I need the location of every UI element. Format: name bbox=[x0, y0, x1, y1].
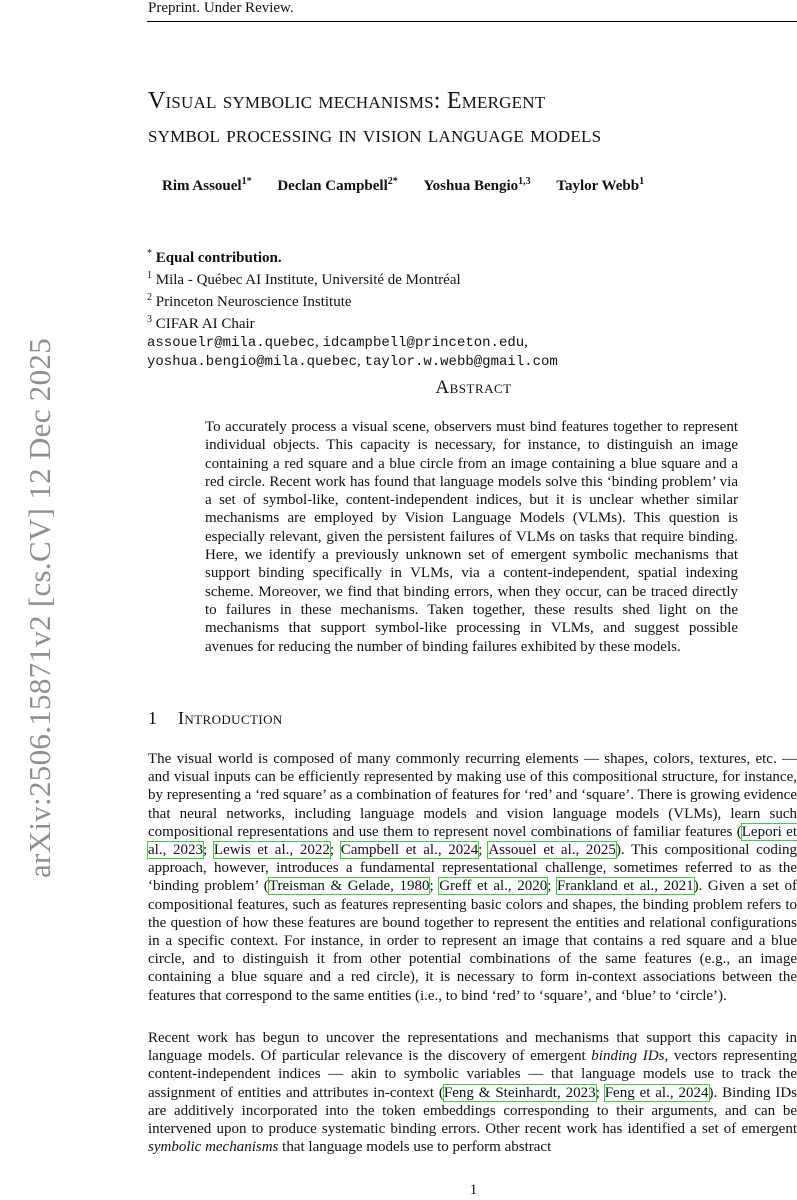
author bbox=[556, 176, 644, 195]
author-name: Yoshua Bengio bbox=[423, 178, 519, 194]
title-line-1: Visual symbolic mechanisms: Emergent bbox=[148, 88, 546, 114]
citation-separator: ; bbox=[478, 842, 489, 859]
citation-link[interactable]: Lewis et al., 2022 bbox=[213, 842, 330, 859]
author bbox=[277, 176, 397, 195]
paragraph-text: Recent work has begun to uncover the representations and mechanisms that support this capacity in language models. Of particular relevance is the discovery of emergent bbox=[148, 1030, 797, 1065]
affiliation-item bbox=[147, 311, 558, 333]
running-header: Preprint. Under Review. bbox=[148, 0, 294, 16]
header-rule bbox=[147, 21, 797, 22]
title-line-2: symbol processing in vision language models bbox=[148, 122, 602, 148]
author-name: Declan Campbell bbox=[277, 178, 388, 194]
emphasis-text: symbolic mechanisms bbox=[148, 1139, 279, 1156]
affiliations bbox=[147, 245, 558, 371]
author-name: Taylor Webb bbox=[556, 178, 640, 194]
paragraph-text: ). Given a set of compositional features, such as features representing basic colors and shapes, the binding problem refers to the question of how these features are bound together to represent the entities and relational configurations in a specific context. For instance, in order to represent an image that contains a red square and a blue circle, and to distinguish it from other potential combinations of the same features (e.g., an image containing a blue square and a red circle), it is necessary to form in-context associations between the features that correspond to the same entities (i.e., to bind ‘red’ to ‘square’, and ‘blue’ to ‘circle’). bbox=[148, 878, 797, 1004]
citation-link[interactable]: Treisman & Gelade, 1980 bbox=[268, 878, 430, 895]
paragraph-text: The visual world is composed of many commonly recurring elements — shapes, colors, textures, etc. — and visual inputs can be efficiently represented by making use of this compositional structure, for instance, by representing a ‘red square’ as a combination of features for ‘red’ and ‘square’. There is growing evidence that neural networks, including language models and vision language models (VLMs), learn such compositional representations and use them to represent novel combinations of familiar features ( bbox=[148, 751, 797, 840]
citation-link[interactable]: Assouel et al., 2025 bbox=[488, 842, 616, 859]
equal-contribution-text: Equal contribution. bbox=[155, 250, 282, 266]
email-line: assouelr@mila.quebec, idcampbell@princeton.edu, bbox=[147, 334, 528, 351]
equal-mark: * bbox=[147, 248, 152, 259]
citation-link[interactable]: Greff et al., 2020 bbox=[439, 878, 548, 895]
affiliation-text: CIFAR AI Chair bbox=[155, 316, 255, 332]
email-link[interactable]: taylor.w.webb@gmail.com bbox=[364, 354, 558, 370]
intro-paragraph-2 bbox=[148, 1029, 797, 1156]
citation-separator: ; bbox=[547, 878, 557, 895]
citation-link[interactable]: Lepori et al., 2023 bbox=[148, 823, 797, 859]
email-link[interactable]: assouelr@mila.quebec bbox=[147, 335, 316, 351]
affiliation-text: Princeton Neuroscience Institute bbox=[155, 294, 352, 310]
affiliation-mark: 3 bbox=[147, 314, 152, 325]
abstract-text: To accurately process a visual scene, observers must bind features together to represent individual objects. This capacity is necessary, for instance, to distinguish an image containing a red square and a blue circle from an image containing a blue square and a red circle. Recent work has found that language models solve this ‘binding problem’ via a set of symbol-like, content-independent indices, but it is unclear whether similar mechanisms are employed by Vision Language Models (VLMs). This question is especially relevant, given the persistent failures of VLMs on tasks that require binding. Here, we identify a previously unknown set of emergent symbolic mechanisms that support binding specifically in VLMs, via a content-independent, spatial indexing scheme. Moreover, we find that binding errors, when they occur, can be traced directly to failures in these mechanisms. Taken together, these results shed light on the mechanisms that support symbol-like processing in VLMs, and suggest possible avenues for reducing the number of binding failures exhibited by these models. bbox=[205, 419, 738, 655]
section-heading bbox=[148, 708, 283, 729]
section-title: Introduction bbox=[178, 708, 283, 728]
email-line: yoshua.bengio@mila.quebec, taylor.w.webb@gmail.com bbox=[147, 353, 558, 370]
citation-separator: ; bbox=[595, 1084, 605, 1101]
author-list bbox=[162, 176, 666, 195]
author-affiliation-mark: 1 bbox=[639, 176, 645, 187]
author-affiliation-mark: 1* bbox=[241, 176, 252, 187]
citation-link[interactable]: Feng & Steinhardt, 2023 bbox=[443, 1084, 596, 1101]
email-link[interactable]: yoshua.bengio@mila.quebec bbox=[147, 354, 358, 370]
abstract-heading: Abstract bbox=[435, 377, 512, 398]
author bbox=[162, 176, 252, 195]
intro-paragraph-1 bbox=[148, 750, 797, 1005]
emphasis-text: binding IDs bbox=[591, 1048, 665, 1065]
affiliation-mark: 2 bbox=[147, 292, 152, 303]
paragraph-text: , vectors representing content-independent indices — akin to symbolic variables — that language models use to track the assignment of entities and attributes in-context ( bbox=[148, 1048, 797, 1101]
paper-title bbox=[148, 84, 797, 152]
citation-link[interactable]: Frankland et al., 2021 bbox=[556, 878, 694, 895]
email-link[interactable]: idcampbell@princeton.edu bbox=[322, 335, 525, 351]
affiliation-mark: 1 bbox=[147, 270, 152, 281]
equal-contribution-note bbox=[147, 245, 558, 267]
arxiv-identifier: arXiv:2506.15871v2 [cs.CV] 12 Dec 2025 bbox=[22, 337, 57, 879]
paragraph-text: that language models use to perform abstract bbox=[278, 1139, 552, 1156]
author-affiliation-mark: 1,3 bbox=[518, 176, 531, 187]
citation-separator: ; bbox=[203, 842, 214, 859]
citation-separator: ; bbox=[329, 842, 341, 859]
author-name: Rim Assouel bbox=[162, 178, 242, 194]
page-number: 1 bbox=[469, 1182, 478, 1198]
author bbox=[424, 176, 531, 195]
paragraph-text: ). Binding IDs are additively incorporated into the token embeddings corresponding to their arguments, and can be intervened upon to produce systematic binding errors. Other recent work has identified a set of emergent bbox=[148, 1084, 797, 1138]
affiliation-item bbox=[147, 289, 558, 311]
author-affiliation-mark: 2* bbox=[387, 176, 398, 187]
citation-link[interactable]: Feng et al., 2024 bbox=[604, 1084, 709, 1101]
section-number: 1 bbox=[148, 708, 158, 728]
paragraph-text: ). This compositional coding approach, however, introduces a fundamental representational challenge, sometimes referred to as the ‘binding problem’ ( bbox=[148, 842, 797, 895]
citation-separator: ; bbox=[429, 878, 440, 895]
affiliation-text: Mila - Québec AI Institute, Université de Montréal bbox=[155, 272, 461, 288]
citation-link[interactable]: Campbell et al., 2024 bbox=[340, 842, 479, 859]
affiliation-item bbox=[147, 267, 558, 289]
